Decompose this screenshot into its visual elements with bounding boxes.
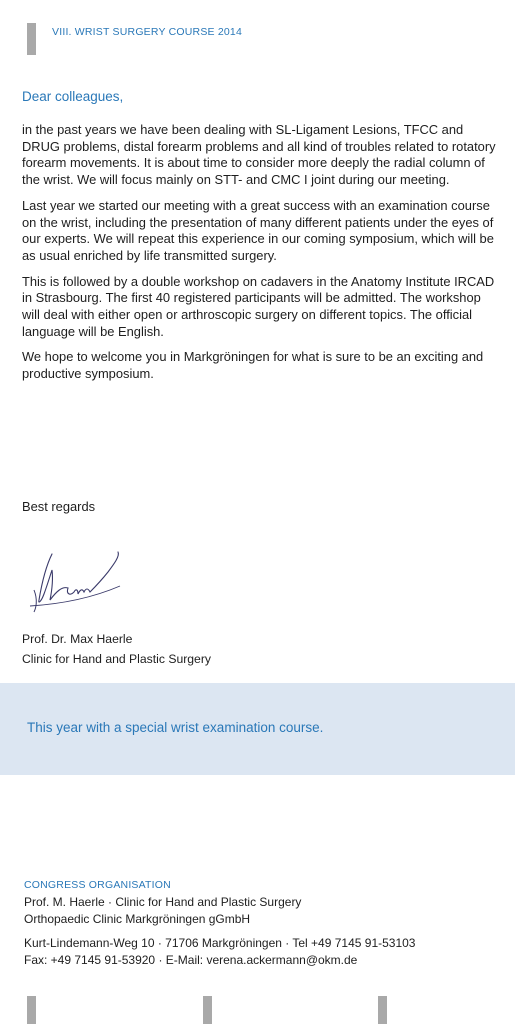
highlight-banner (0, 683, 515, 775)
organisation-block (24, 894, 301, 927)
organisation-line-2: Orthopaedic Clinic Markgröningen gGmbH (24, 911, 251, 926)
paragraph-3: This is followed by a double workshop on cadavers in the Anatomy Institute IRCAD in Strasbourg. The first 40 registered participants will be admitted. The workshop will deal with either open or arthroscopic surgery on different topics. The official language will be English. (22, 273, 495, 339)
signer-name: Prof. Dr. Max Haerle (22, 632, 133, 646)
contact-block (24, 935, 415, 968)
paragraph-4: We hope to welcome you in Markgröningen for what is sure to be an exciting and productive symposium. (22, 349, 484, 382)
organisation-address: Kurt-Lindemann-Weg 10 · 71706 Markgröningen · Tel +49 7145 91-53103 (24, 936, 416, 950)
paragraph-1: in the past years we have been dealing with SL-Ligament Lesions, TFCC and DRUG problems, distal forearm problems and all kind of troubles related to rotatory forearm movements. It is about time to consider more deeply the radial column of the wrist. We will focus mainly on STT- and CMC I joint during our meeting. (22, 122, 496, 188)
signature-image (22, 542, 132, 614)
highlight-text: This year with a special wrist examination course. (27, 720, 324, 735)
footer-bar-left (27, 996, 36, 1024)
signer-affiliation: Clinic for Hand and Plastic Surgery (22, 652, 211, 666)
footer-bar-right (378, 996, 387, 1024)
salutation: Dear colleagues, (22, 89, 124, 104)
organisation-heading: CONGRESS ORGANISATION (24, 879, 171, 891)
closing: Best regards (22, 499, 96, 514)
organisation-contact: Fax: +49 7145 91-53920 · E-Mail: verena.ackermann@okm.de (24, 952, 358, 967)
header-accent-bar (27, 23, 36, 55)
course-title: VIII. WRIST SURGERY COURSE 2014 (52, 26, 243, 38)
signer-block (22, 629, 211, 669)
paragraph-2: Last year we started our meeting with a great success with an examination course on the wrist, including the presentation of many different patients under the eyes of our experts. We will repeat this experience in our coming symposium, which will be as usual enriched by life transmitted surgery. (22, 197, 494, 263)
footer-bar-middle (203, 996, 212, 1024)
letter-body (22, 122, 500, 392)
organisation-line-1: Prof. M. Haerle · Clinic for Hand and Plastic Surgery (24, 895, 302, 909)
